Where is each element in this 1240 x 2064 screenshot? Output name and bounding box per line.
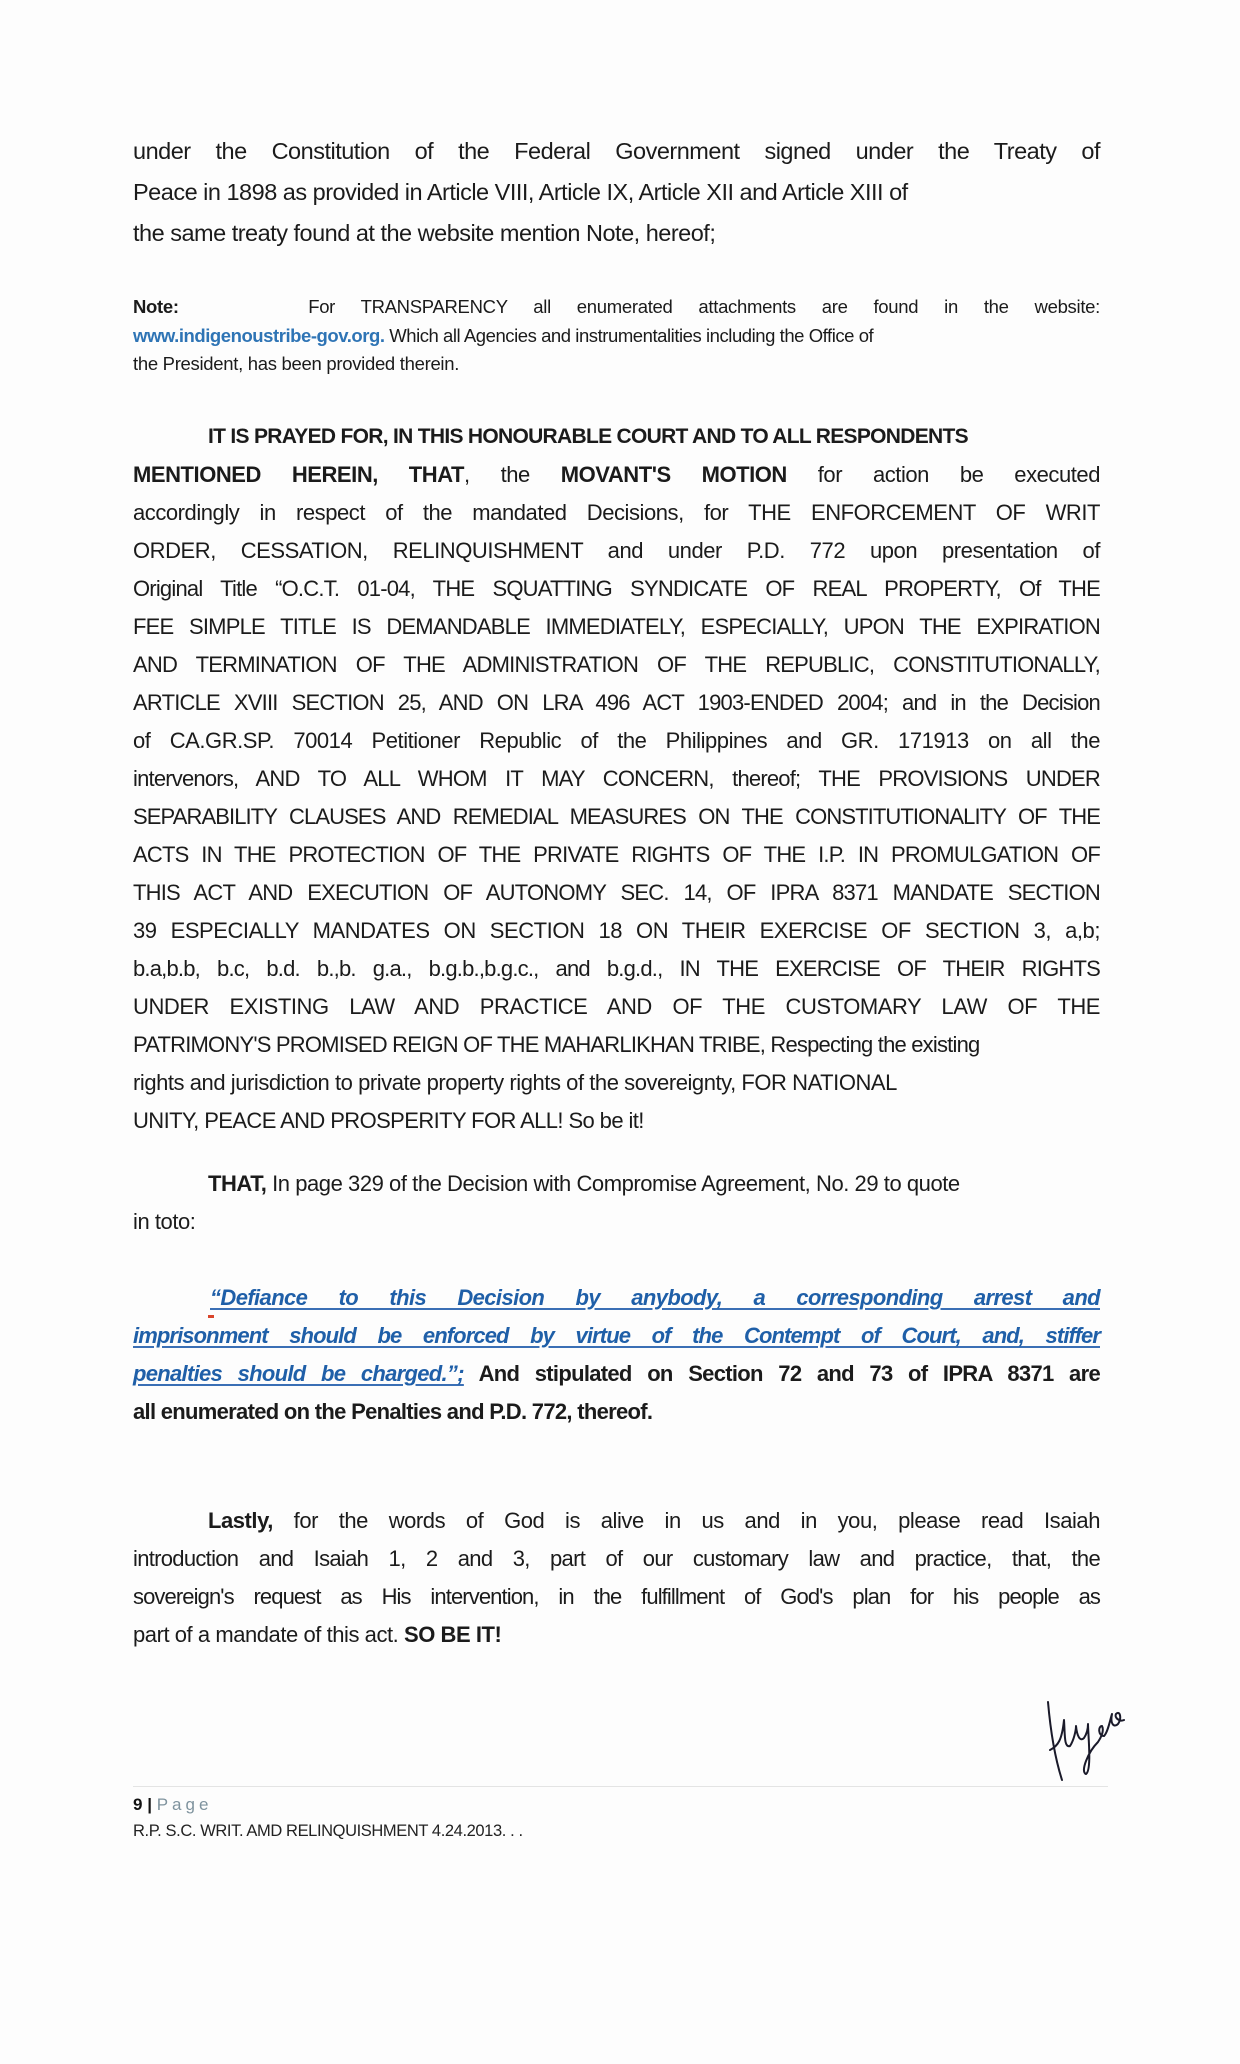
lastly-line-1 bbox=[208, 1507, 1100, 1535]
lastly-line-4 bbox=[133, 1621, 1100, 1649]
that-line-1 bbox=[208, 1170, 1100, 1198]
quote-line-4: all enumerated on the Penalties and P.D. 772, thereof. bbox=[133, 1399, 653, 1424]
that-text: In page 329 of the Decision with Compromise Agreement, No. 29 to quote bbox=[266, 1171, 960, 1196]
prayer-line: AND TERMINATION OF THE ADMINISTRATION OF THE REPUBLIC, CONSTITUTIONALLY, bbox=[133, 652, 1100, 677]
that-bold: THAT, bbox=[208, 1171, 267, 1196]
red-mark bbox=[208, 1315, 214, 1318]
prayer-mid-text: , the bbox=[464, 462, 561, 487]
that-line-2: in toto: bbox=[133, 1209, 196, 1234]
prayer-line: Original Title “O.C.T. 01-04, THE SQUATTING SYNDICATE OF REAL PROPERTY, Of THE bbox=[133, 576, 1100, 601]
prayer-line: THIS ACT AND EXECUTION OF AUTONOMY SEC. 14, OF IPRA 8371 MANDATE SECTION bbox=[133, 880, 1100, 905]
intro-line-2: Peace in 1898 as provided in Article VIII, Article IX, Article XII and Article XIII of bbox=[133, 179, 908, 205]
prayer-rest-text: for action be executed bbox=[786, 462, 1100, 487]
page-separator: | bbox=[147, 1795, 152, 1814]
prayer-line: FEE SIMPLE TITLE IS DEMANDABLE IMMEDIATELY, ESPECIALLY, UPON THE EXPIRATION bbox=[133, 614, 1100, 639]
footer-divider bbox=[133, 1786, 1108, 1787]
quote-end: penalties should be charged.”; bbox=[133, 1361, 464, 1386]
page-word: Page bbox=[156, 1795, 213, 1814]
lastly-text: for the words of God is alive in us and in you, please read Isaiah bbox=[272, 1508, 1100, 1533]
page-number-value: 9 bbox=[133, 1795, 143, 1814]
note-text-1: For TRANSPARENCY all enumerated attachments are found in the website: bbox=[308, 296, 1100, 317]
prayer-line: UNITY, PEACE AND PROSPERITY FOR ALL! So be it! bbox=[133, 1108, 644, 1133]
page-number bbox=[133, 1794, 212, 1816]
prayer-line: UNDER EXISTING LAW AND PRACTICE AND OF THE CUSTOMARY LAW OF THE bbox=[133, 994, 1100, 1019]
quote-line-2: imprisonment should be enforced by virtue of the Contempt of Court, and, stiffer bbox=[133, 1323, 1100, 1348]
prayer-line-2 bbox=[133, 461, 1100, 489]
intro-line-1: under the Constitution of the Federal Government signed under the Treaty of bbox=[133, 138, 1100, 164]
prayer-line: SEPARABILITY CLAUSES AND REMEDIAL MEASURES ON THE CONSTITUTIONALITY OF THE bbox=[133, 804, 1100, 829]
prayer-line: of CA.GR.SP. 70014 Petitioner Republic of the Philippines and GR. 171913 on all the bbox=[133, 728, 1100, 753]
prayer-line: b.a,b.b, b.c, b.d. b.,b. g.a., b.g.b.,b.g.c., and b.g.d., IN THE EXERCISE OF THEIR RIGHTS bbox=[133, 956, 1100, 981]
note-line-1 bbox=[133, 293, 1100, 321]
quote-line-1: “Defiance to this Decision by anybody, a corresponding arrest and bbox=[210, 1285, 1100, 1310]
movants-motion: MOVANT'S MOTION bbox=[560, 462, 787, 487]
note-label: Note: bbox=[133, 296, 179, 317]
lastly-bold: Lastly, bbox=[208, 1508, 273, 1533]
signature-icon bbox=[1040, 1680, 1140, 1790]
quote-line-3 bbox=[133, 1360, 1100, 1388]
prayer-line: ACTS IN THE PROTECTION OF THE PRIVATE RIGHTS OF THE I.P. IN PROMULGATION OF bbox=[133, 842, 1100, 867]
stipulation-text: And stipulated on Section 72 and 73 of IPRA 8371 are bbox=[463, 1361, 1100, 1386]
lastly-text-4: part of a mandate of this act. bbox=[133, 1622, 404, 1647]
lastly-line-2: introduction and Isaiah 1, 2 and 3, part of our customary law and practice, that, the bbox=[133, 1546, 1100, 1571]
prayer-line: rights and jurisdiction to private property rights of the sovereignty, FOR NATIONAL bbox=[133, 1070, 897, 1095]
document-reference: R.P. S.C. WRIT. AMD RELINQUISHMENT 4.24.2013. . . bbox=[133, 1822, 523, 1840]
prayer-line: PATRIMONY'S PROMISED REIGN OF THE MAHARLIKHAN TRIBE, Respecting the existing bbox=[133, 1032, 980, 1057]
prayer-heading: IT IS PRAYED FOR, IN THIS HONOURABLE COURT AND TO ALL RESPONDENTS bbox=[208, 425, 968, 448]
prayer-line: ORDER, CESSATION, RELINQUISHMENT and under P.D. 772 upon presentation of bbox=[133, 538, 1100, 563]
prayer-line: accordingly in respect of the mandated Decisions, for THE ENFORCEMENT OF WRIT bbox=[133, 500, 1100, 525]
prayer-line: ARTICLE XVIII SECTION 25, AND ON LRA 496 ACT 1903-ENDED 2004; and in the Decision bbox=[133, 690, 1100, 715]
note-line-2 bbox=[133, 322, 1100, 350]
note-text-2: Which all Agencies and instrumentalities including the Office of bbox=[384, 325, 874, 346]
note-line-3: the President, has been provided therein. bbox=[133, 353, 460, 374]
intro-line-3: the same treaty found at the website mention Note, hereof; bbox=[133, 220, 716, 246]
lastly-line-3: sovereign's request as His intervention, in the fulfillment of God's plan for his people as bbox=[133, 1584, 1100, 1609]
so-be-it: SO BE IT! bbox=[404, 1622, 502, 1647]
prayer-line: 39 ESPECIALLY MANDATES ON SECTION 18 ON THEIR EXERCISE OF SECTION 3, a,b; bbox=[133, 918, 1100, 943]
prayer-line: intervenors, AND TO ALL WHOM IT MAY CONCERN, thereof; THE PROVISIONS UNDER bbox=[133, 766, 1100, 791]
website-link[interactable]: www.indigenoustribe-gov.org. bbox=[133, 325, 385, 346]
prayer-bold-1: MENTIONED HEREIN, THAT bbox=[133, 462, 465, 487]
